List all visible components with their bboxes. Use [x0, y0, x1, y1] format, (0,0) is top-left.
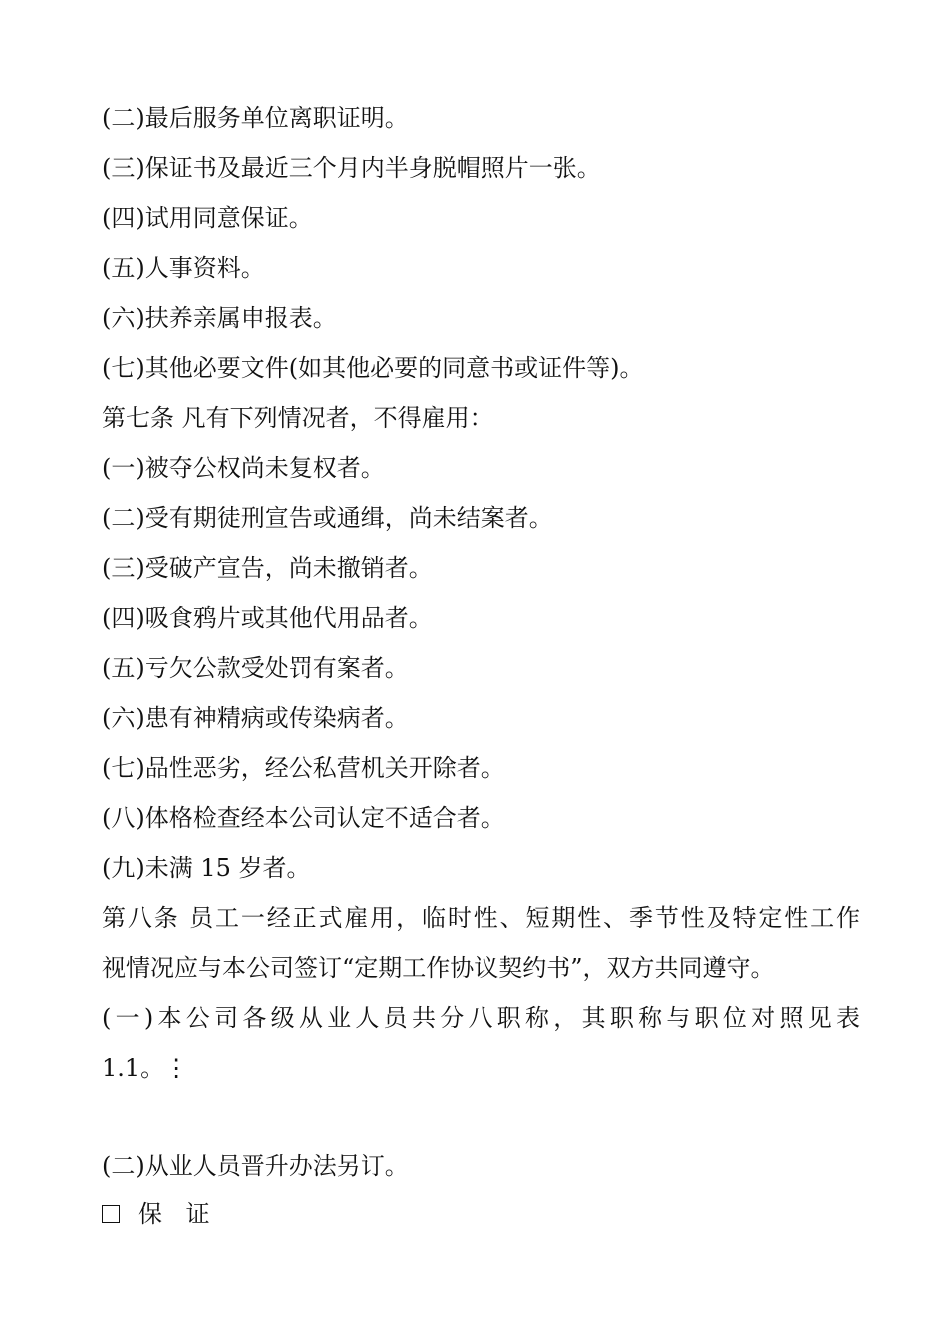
text-line: (三)受破产宣告，尚未撤销者。	[102, 554, 433, 582]
text-line: (三)保证书及最近三个月内半身脱帽照片一张。	[102, 154, 601, 182]
article-heading: 第七条 凡有下列情况者，不得雇用：	[102, 404, 494, 432]
text-line: (二)受有期徒刑宣告或通缉，尚未结案者。	[102, 504, 553, 532]
text-line: (四)吸食鸦片或其他代用品者。	[102, 604, 433, 632]
text-line: (一)被夺公权尚未复权者。	[102, 454, 385, 482]
section-heading-label: 保 证	[138, 1200, 218, 1228]
text-line: (一)本公司各级从业人员共分八职称，其职称与职位对照见表	[102, 1004, 860, 1032]
text-line: (二)从业人员晋升办法另订。	[102, 1152, 409, 1180]
text-line: (五)亏欠公款受处罚有案者。	[102, 654, 409, 682]
text-line: 1.1。⋮	[102, 1054, 189, 1082]
text-line: 视情况应与本公司签订“定期工作协议契约书”，双方共同遵守。	[102, 954, 775, 982]
checkbox-icon	[102, 1205, 120, 1223]
text-line: (六)扶养亲属申报表。	[102, 304, 337, 332]
text-line: (六)患有神精病或传染病者。	[102, 704, 409, 732]
text-line: (九)未满 15 岁者。	[102, 854, 311, 882]
article-heading: 第八条 员工一经正式雇用，临时性、短期性、季节性及特定性工作	[102, 904, 860, 932]
text-line: (七)其他必要文件(如其他必要的同意书或证件等)。	[102, 354, 644, 382]
section-heading	[102, 1199, 218, 1229]
text-line: (五)人事资料。	[102, 254, 265, 282]
text-line: (八)体格检查经本公司认定不适合者。	[102, 804, 505, 832]
text-line: (二)最后服务单位离职证明。	[102, 104, 409, 132]
text-line: (四)试用同意保证。	[102, 204, 313, 232]
text-line: (七)品性恶劣，经公私营机关开除者。	[102, 754, 505, 782]
